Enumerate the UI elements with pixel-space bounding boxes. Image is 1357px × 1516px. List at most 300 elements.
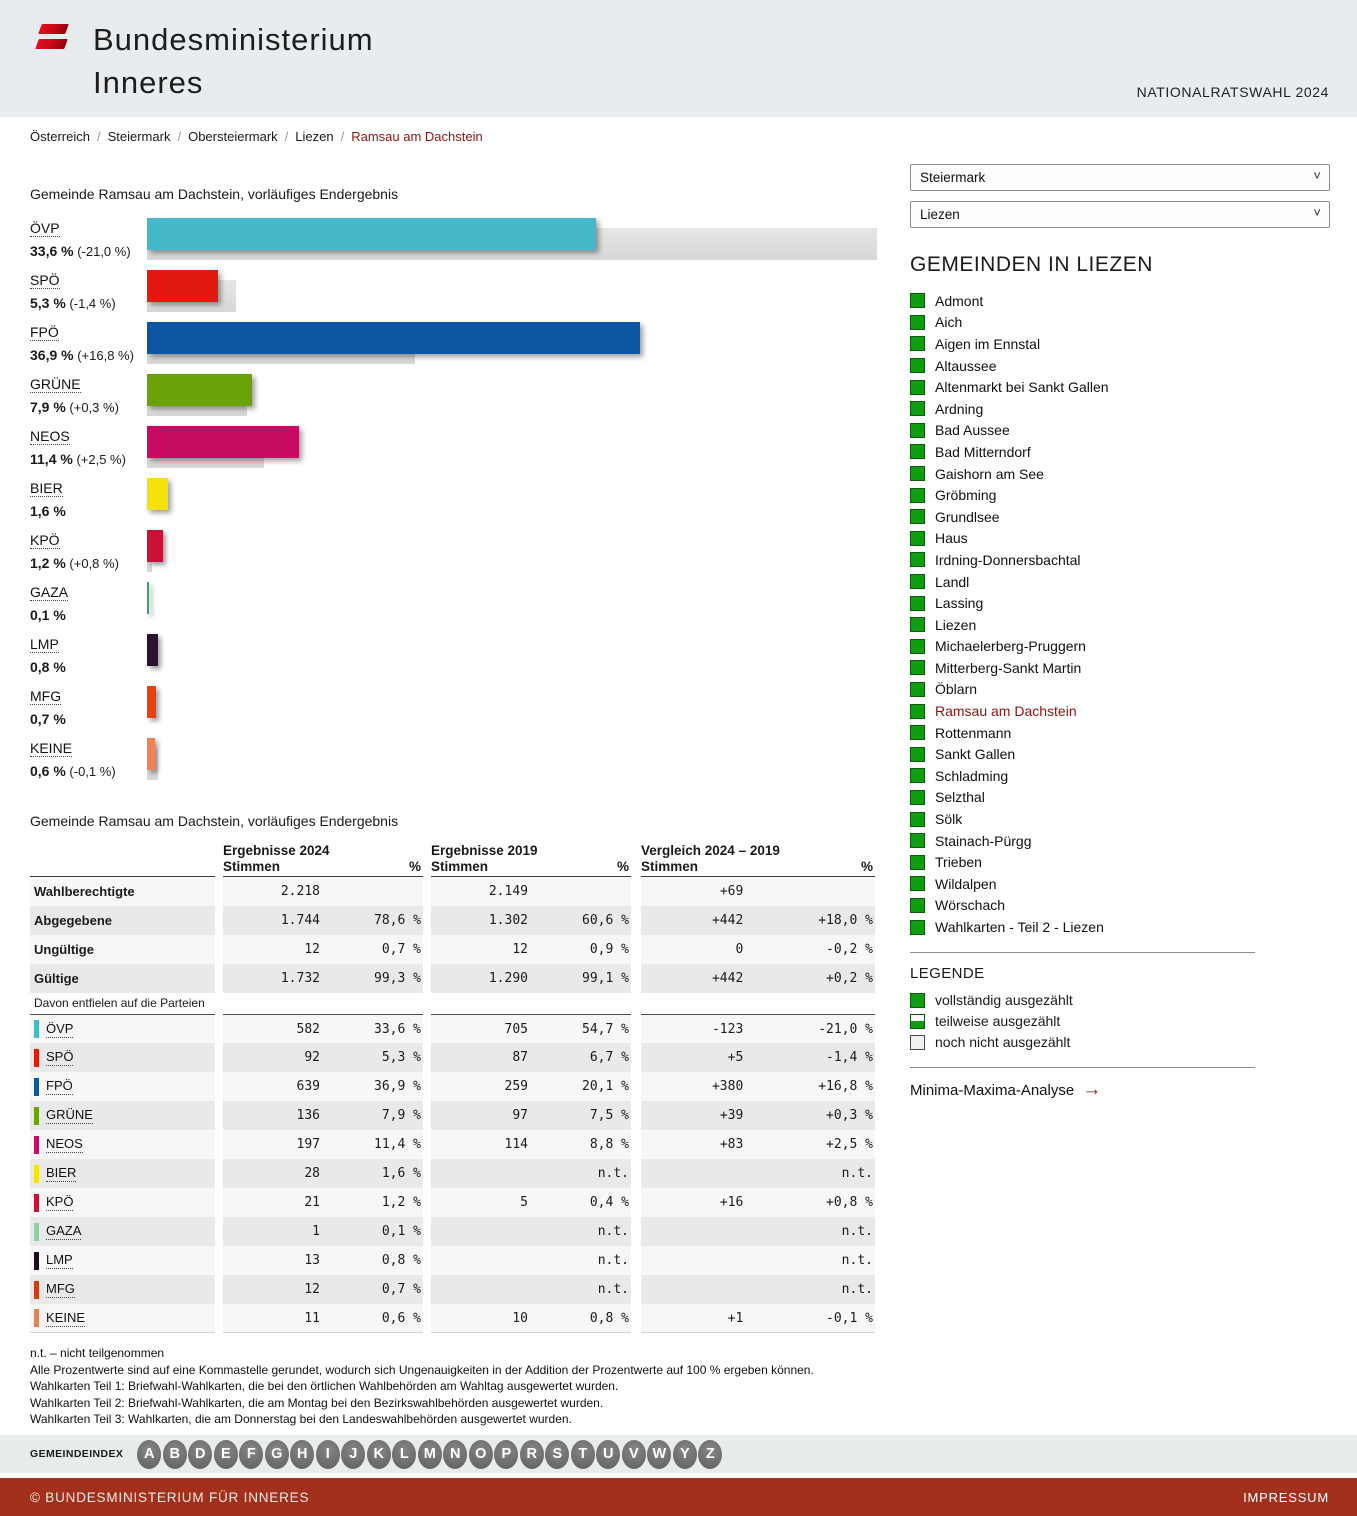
breadcrumb-separator: / [340,129,345,144]
legend-item [910,1011,1330,1032]
percent-value: +0,8 % [826,1195,873,1210]
municipality-link[interactable]: Altaussee [935,357,997,374]
value-group [431,1043,631,1072]
index-letter-link[interactable]: A [137,1440,161,1469]
chart-row [30,530,880,572]
index-letter-link[interactable]: Z [698,1440,722,1469]
breadcrumb-current: Ramsau am Dachstein [351,129,483,144]
row-label: Abgegebene [30,906,215,935]
index-letter-link[interactable]: K [367,1440,391,1469]
party-percentage-value: 5,3 % [30,295,66,311]
party-percentage-value: 33,6 % [30,243,74,259]
chart-row [30,478,880,520]
stimmen-value: 259 [504,1079,528,1094]
breadcrumb-link[interactable]: Obersteiermark [188,129,278,144]
stimmen-value: +442 [711,971,744,986]
party-table-row [30,1130,880,1159]
percent-value: n.t. [841,1282,873,1297]
counted-status-icon [910,531,925,546]
letter-links [137,1440,724,1469]
party-link[interactable]: ÖVP [46,1020,74,1036]
party-label-cell [30,1101,215,1130]
percent-value: n.t. [841,1224,873,1239]
party-label-cell [30,1217,215,1246]
counted-status-icon [910,444,925,459]
percent-value: 5,3 % [381,1050,421,1065]
municipality-link[interactable]: Ardning [935,400,984,417]
municipality-link[interactable]: Rottenmann [935,724,1012,741]
group-title: Vergleich 2024 – 2019 [641,843,780,858]
value-group [223,1072,423,1101]
value-group [641,935,875,964]
stimmen-value [641,1159,746,1188]
counted-status-icon [910,358,925,373]
austria-flag-logo-icon [31,24,87,64]
state-select[interactable] [910,164,1330,191]
municipality-link[interactable]: Schladming [935,767,1009,784]
counted-status-icon [910,725,925,740]
municipality-link[interactable]: Bad Aussee [935,422,1010,439]
municipality-link[interactable]: Sankt Gallen [935,746,1016,763]
table-row [30,877,880,906]
party-label-cell [30,1014,215,1043]
party-label-cell [30,1159,215,1188]
party-percentage: 0,6 % (-0,1 %) [30,763,116,779]
chart-row [30,634,880,676]
index-letter-link[interactable]: O [469,1440,493,1469]
value-group [431,964,631,993]
legend-item [910,990,1330,1011]
value-group [431,1130,631,1159]
row-label: Ungültige [30,935,215,964]
municipality-link[interactable]: Öblarn [935,681,978,698]
stimmen-value: 136 [296,1108,320,1123]
stimmen-value: +380 [711,1079,744,1094]
percent-value: 8,8 % [589,1137,629,1152]
stimmen-value [431,1275,531,1304]
district-select[interactable] [910,201,1330,228]
stimmen-value: 2.218 [280,884,320,899]
counted-status-icon [910,574,925,589]
municipality-link[interactable]: Trieben [935,854,982,871]
stimmen-value: 87 [512,1050,528,1065]
municipality-link[interactable]: Irdning-Donnersbachtal [935,551,1081,568]
results-table [30,843,880,1333]
municipality-item [910,808,1330,830]
stimmen-value [641,1275,746,1304]
party-link[interactable]: ÖVP [30,220,60,236]
stimmen-value: 1.290 [488,971,528,986]
column-header-stimmen: Stimmen [223,859,281,874]
stimmen-value: 92 [304,1050,320,1065]
party-table-row [30,1072,880,1101]
municipality-link[interactable]: Selzthal [935,789,985,806]
value-group [431,935,631,964]
municipality-item [910,722,1330,744]
party-link[interactable]: SPÖ [30,272,60,288]
column-header-percent: % [860,859,873,874]
party-percentage: 11,4 % (+2,5 %) [30,451,126,467]
percent-value: 0,8 % [589,1311,629,1326]
impressum-link[interactable]: IMPRESSUM [1243,1489,1329,1505]
index-letter-link[interactable]: R [520,1440,544,1469]
counted-status-icon [910,423,925,438]
stimmen-value: +83 [719,1137,744,1152]
breadcrumb-link[interactable]: Liezen [295,129,334,144]
party-percentage: 5,3 % (-1,4 %) [30,295,116,311]
value-group [431,1188,631,1217]
value-group [641,964,875,993]
municipality-link[interactable]: Mitterberg-Sankt Martin [935,659,1082,676]
value-group [223,1246,423,1275]
index-letter-link[interactable]: D [188,1440,212,1469]
municipality-item [910,700,1330,722]
municipality-item [910,614,1330,636]
percent-value: +18,0 % [818,913,873,928]
index-letter-link[interactable]: P [494,1440,518,1469]
district-select-wrap [910,201,1330,228]
municipality-item [910,916,1330,938]
table-section-label: Davon entfielen auf die Parteien [34,996,205,1010]
municipality-link[interactable]: Haus [935,530,968,547]
percent-value: -0,1 % [826,1311,873,1326]
percent-value: 33,6 % [374,1022,421,1037]
percent-value: n.t. [597,1282,629,1297]
party-link[interactable]: NEOS [46,1136,83,1151]
index-letter-link[interactable]: U [596,1440,620,1469]
value-group [223,1101,423,1130]
value-group [431,1217,631,1246]
party-label-cell [30,1043,215,1072]
party-color-marker [34,1136,39,1154]
municipality-link[interactable]: Stainach-Pürgg [935,832,1032,849]
party-link[interactable]: MFG [46,1281,75,1296]
party-color-marker [34,1281,39,1299]
table-header-label-cell [30,843,215,877]
stimmen-value: 114 [504,1137,528,1152]
party-link[interactable]: BIER [30,480,63,496]
value-group [641,1304,875,1333]
municipality-item [910,679,1330,701]
legend-partial-icon [910,1014,925,1029]
stimmen-value: +69 [719,884,744,899]
party-link[interactable]: FPÖ [30,324,59,340]
bar-2024 [147,530,163,562]
municipality-item [910,420,1330,442]
percent-value: 0,7 % [381,942,421,957]
value-group [223,877,423,906]
percent-value: 7,9 % [381,1108,421,1123]
municipality-link[interactable]: Wildalpen [935,875,997,892]
percent-value: n.t. [597,1224,629,1239]
index-letter-link[interactable]: Y [673,1440,697,1469]
party-table-row [30,1217,880,1246]
stimmen-value [641,1217,746,1246]
percent-value: 0,7 % [381,1282,421,1297]
table-title: Gemeinde Ramsau am Dachstein, vorläufiges Endergebnis [30,813,399,829]
municipality-link[interactable]: Grundlsee [935,508,1000,525]
column-header-percent: % [408,859,421,874]
chart-row [30,374,880,416]
party-percentage: 33,6 % (-21,0 %) [30,243,131,259]
index-letter-link[interactable]: H [290,1440,314,1469]
chart-row [30,426,880,468]
party-percentage: 1,2 % (+0,8 %) [30,555,119,571]
party-link[interactable]: KEINE [46,1309,86,1325]
municipality-link[interactable]: Admont [935,292,984,309]
percent-value: 60,6 % [582,913,629,928]
party-link[interactable]: MFG [30,688,62,704]
municipality-item [910,312,1330,334]
party-link[interactable]: GAZA [30,584,69,600]
stimmen-value: 97 [512,1108,528,1123]
party-color-marker [34,1252,39,1270]
party-label-cell [30,1188,215,1217]
counted-status-icon [910,833,925,848]
municipality-link[interactable]: Liezen [935,616,977,633]
party-link[interactable]: NEOS [30,428,70,444]
party-link[interactable]: BIER [46,1165,77,1180]
municipality-item [910,398,1330,420]
counted-status-icon [910,466,925,481]
breadcrumb [0,117,1357,154]
chart-row [30,270,880,312]
party-link[interactable]: SPÖ [46,1049,74,1064]
stimmen-value: 1.744 [280,913,320,928]
sidebar-divider [910,1067,1255,1068]
party-color-marker [34,1309,39,1327]
column-header-stimmen: Stimmen [431,859,489,874]
value-group [431,1159,631,1188]
stimmen-value [431,1246,531,1275]
municipality-link[interactable]: Michaelerberg-Pruggern [935,638,1086,655]
stimmen-value: -123 [711,1022,744,1037]
municipality-item [910,830,1330,852]
value-group [431,877,631,906]
percent-value [746,877,875,906]
index-letter-link[interactable]: S [545,1440,569,1469]
chart-row [30,218,880,260]
percent-value: -0,2 % [826,942,873,957]
index-letter-link[interactable]: T [571,1440,595,1469]
percent-value: +2,5 % [826,1137,873,1152]
party-link[interactable]: FPÖ [46,1078,73,1093]
page-footer [0,1478,1357,1516]
party-percentage-value: 11,4 % [30,451,73,467]
party-table-row [30,1304,880,1333]
municipality-link[interactable]: Wörschach [935,897,1006,914]
chart-row [30,738,880,780]
party-percentage-value: 0,1 % [30,607,66,623]
value-group [641,1043,875,1072]
municipality-item [910,506,1330,528]
municipality-link[interactable]: Aich [935,314,963,331]
ministry-title-line2: Inneres [93,65,204,100]
party-link[interactable]: GAZA [46,1223,82,1238]
counted-status-icon [910,876,925,891]
bar-2024 [147,218,596,250]
municipality-item [910,592,1330,614]
group-title: Ergebnisse 2019 [431,843,538,858]
municipality-item [910,376,1330,398]
stimmen-value: +442 [711,913,744,928]
stimmen-value: 197 [296,1137,320,1152]
value-group [431,1101,631,1130]
stimmen-value: +16 [719,1195,744,1210]
counted-status-icon [910,509,925,524]
ministry-title [93,18,374,104]
breadcrumb-link[interactable]: Österreich [30,129,90,144]
chart-row [30,686,880,728]
municipality-link[interactable]: Gaishorn am See [935,465,1044,482]
municipality-link[interactable]: Wahlkarten - Teil 2 - Liezen [935,919,1104,936]
stimmen-value: 12 [512,942,528,957]
municipality-link[interactable]: Bad Mitterndorf [935,443,1031,460]
percent-value: 54,7 % [582,1022,629,1037]
party-label-cell [30,1072,215,1101]
footnote-line: Wahlkarten Teil 3: Wahlkarten, die am Donnerstag bei den Landeswahlbehörden ausgewertet wurden. [30,1412,572,1426]
percent-value: 11,4 % [374,1137,421,1152]
results-column [30,154,880,1428]
arrow-right-icon: → [1082,1079,1102,1101]
bar-2024 [147,322,640,354]
row-label: Gültige [30,964,215,993]
bar-2024 [147,374,252,406]
breadcrumb-link[interactable]: Steiermark [107,129,171,144]
chart-title: Gemeinde Ramsau am Dachstein, vorläufiges Endergebnis [30,186,399,202]
index-letter-link[interactable]: J [341,1440,365,1469]
party-color-marker [34,1165,39,1183]
minima-maxima-label: Minima-Maxima-Analyse [910,1081,1075,1099]
party-color-marker [34,1107,39,1125]
party-link[interactable]: KPÖ [46,1194,74,1209]
municipality-item [910,484,1330,506]
party-table-row [30,1246,880,1275]
party-link[interactable]: GRÜNE [30,376,81,392]
value-group [641,1217,875,1246]
value-group [641,1101,875,1130]
value-group [641,906,875,935]
municipalities-heading: GEMEINDEN IN LIEZEN [910,253,1153,276]
index-letter-link[interactable]: L [392,1440,416,1469]
percent-value: 36,9 % [374,1079,421,1094]
party-table-row [30,1275,880,1304]
counted-status-icon [910,682,925,697]
footnote-line: Wahlkarten Teil 2: Briefwahl-Wahlkarten, die am Montag bei den Bezirkswahlbehörden ausgewertet wurden. [30,1395,604,1410]
municipality-link[interactable]: Lassing [935,595,984,612]
party-color-marker [34,1020,39,1038]
stimmen-value: 705 [504,1022,528,1037]
municipality-item [910,873,1330,895]
party-percentage-value: 36,9 % [30,347,74,363]
municipality-link[interactable]: Aigen im Ennstal [935,335,1041,352]
value-group [641,1246,875,1275]
municipality-link[interactable]: Sölk [935,811,963,828]
party-label-cell [30,1304,215,1333]
index-letter-link[interactable]: G [265,1440,289,1469]
stimmen-value: 582 [296,1022,320,1037]
counted-status-icon [910,812,925,827]
column-header-stimmen: Stimmen [641,859,699,874]
municipality-list [910,290,1330,938]
counted-status-icon [910,898,925,913]
counted-status-icon [910,790,925,805]
percent-value: 20,1 % [582,1079,629,1094]
legend-none-icon [910,1035,925,1050]
legend-heading: LEGENDE [910,964,985,982]
minima-maxima-link[interactable] [910,1079,1102,1101]
value-group [223,1217,423,1246]
percent-value: n.t. [841,1166,873,1181]
value-group [223,935,423,964]
index-letter-link[interactable]: N [443,1440,467,1469]
value-group [223,1275,423,1304]
percent-value [323,877,423,906]
party-color-marker [34,1049,39,1067]
municipality-index-bar [0,1435,1357,1473]
bar-2024 [147,738,155,770]
value-group [223,1188,423,1217]
municipality-link[interactable]: Altenmarkt bei Sankt Gallen [935,379,1109,396]
table-footnotes [30,1345,880,1428]
index-letter-link[interactable]: V [622,1440,646,1469]
stimmen-value: 12 [304,942,320,957]
party-table-row [30,1188,880,1217]
index-letter-link[interactable]: E [214,1440,238,1469]
party-link[interactable]: LMP [30,636,59,652]
value-group [223,906,423,935]
municipality-item [910,441,1330,463]
sidebar-divider [910,952,1255,953]
stimmen-value: 1.302 [488,913,528,928]
counted-status-icon [910,855,925,870]
table-row [30,935,880,964]
index-letter-link[interactable]: I [316,1440,340,1469]
party-link[interactable]: KEINE [30,740,73,756]
bar-2024 [147,270,218,302]
stimmen-value: +5 [727,1050,744,1065]
municipality-item [910,571,1330,593]
footnote-line: Wahlkarten Teil 1: Briefwahl-Wahlkarten, die bei den örtlichen Wahlbehörden am Wahltag ausgewertet wurden. [30,1379,619,1393]
municipality-link[interactable]: Landl [935,573,970,590]
stimmen-value: 12 [304,1282,320,1297]
counted-status-icon [910,293,925,308]
municipality-item [910,290,1330,312]
counted-status-icon [910,660,925,675]
index-letter-link[interactable]: W [647,1440,671,1469]
percent-value: +16,8 % [818,1079,873,1094]
index-letter-link[interactable]: B [163,1440,187,1469]
party-link[interactable]: LMP [46,1252,73,1267]
value-group [431,1014,631,1043]
party-percentage-value: 7,9 % [30,399,66,415]
party-link[interactable]: GRÜNE [46,1107,93,1122]
party-link[interactable]: KPÖ [30,532,60,548]
stimmen-value [431,1217,531,1246]
percent-value: n.t. [841,1253,873,1268]
bar-2024 [147,634,158,666]
municipality-link[interactable]: Ramsau am Dachstein [935,703,1077,720]
percent-value: 99,1 % [582,971,629,986]
index-letter-link[interactable]: M [418,1440,442,1469]
table-header-group [223,843,423,877]
party-color-marker [34,1194,39,1212]
municipality-link[interactable]: Gröbming [935,487,997,504]
municipality-item [910,787,1330,809]
index-letter-link[interactable]: F [239,1440,263,1469]
legend-item-label: noch nicht ausgezählt [935,1034,1071,1051]
group-title: Ergebnisse 2024 [223,843,330,858]
